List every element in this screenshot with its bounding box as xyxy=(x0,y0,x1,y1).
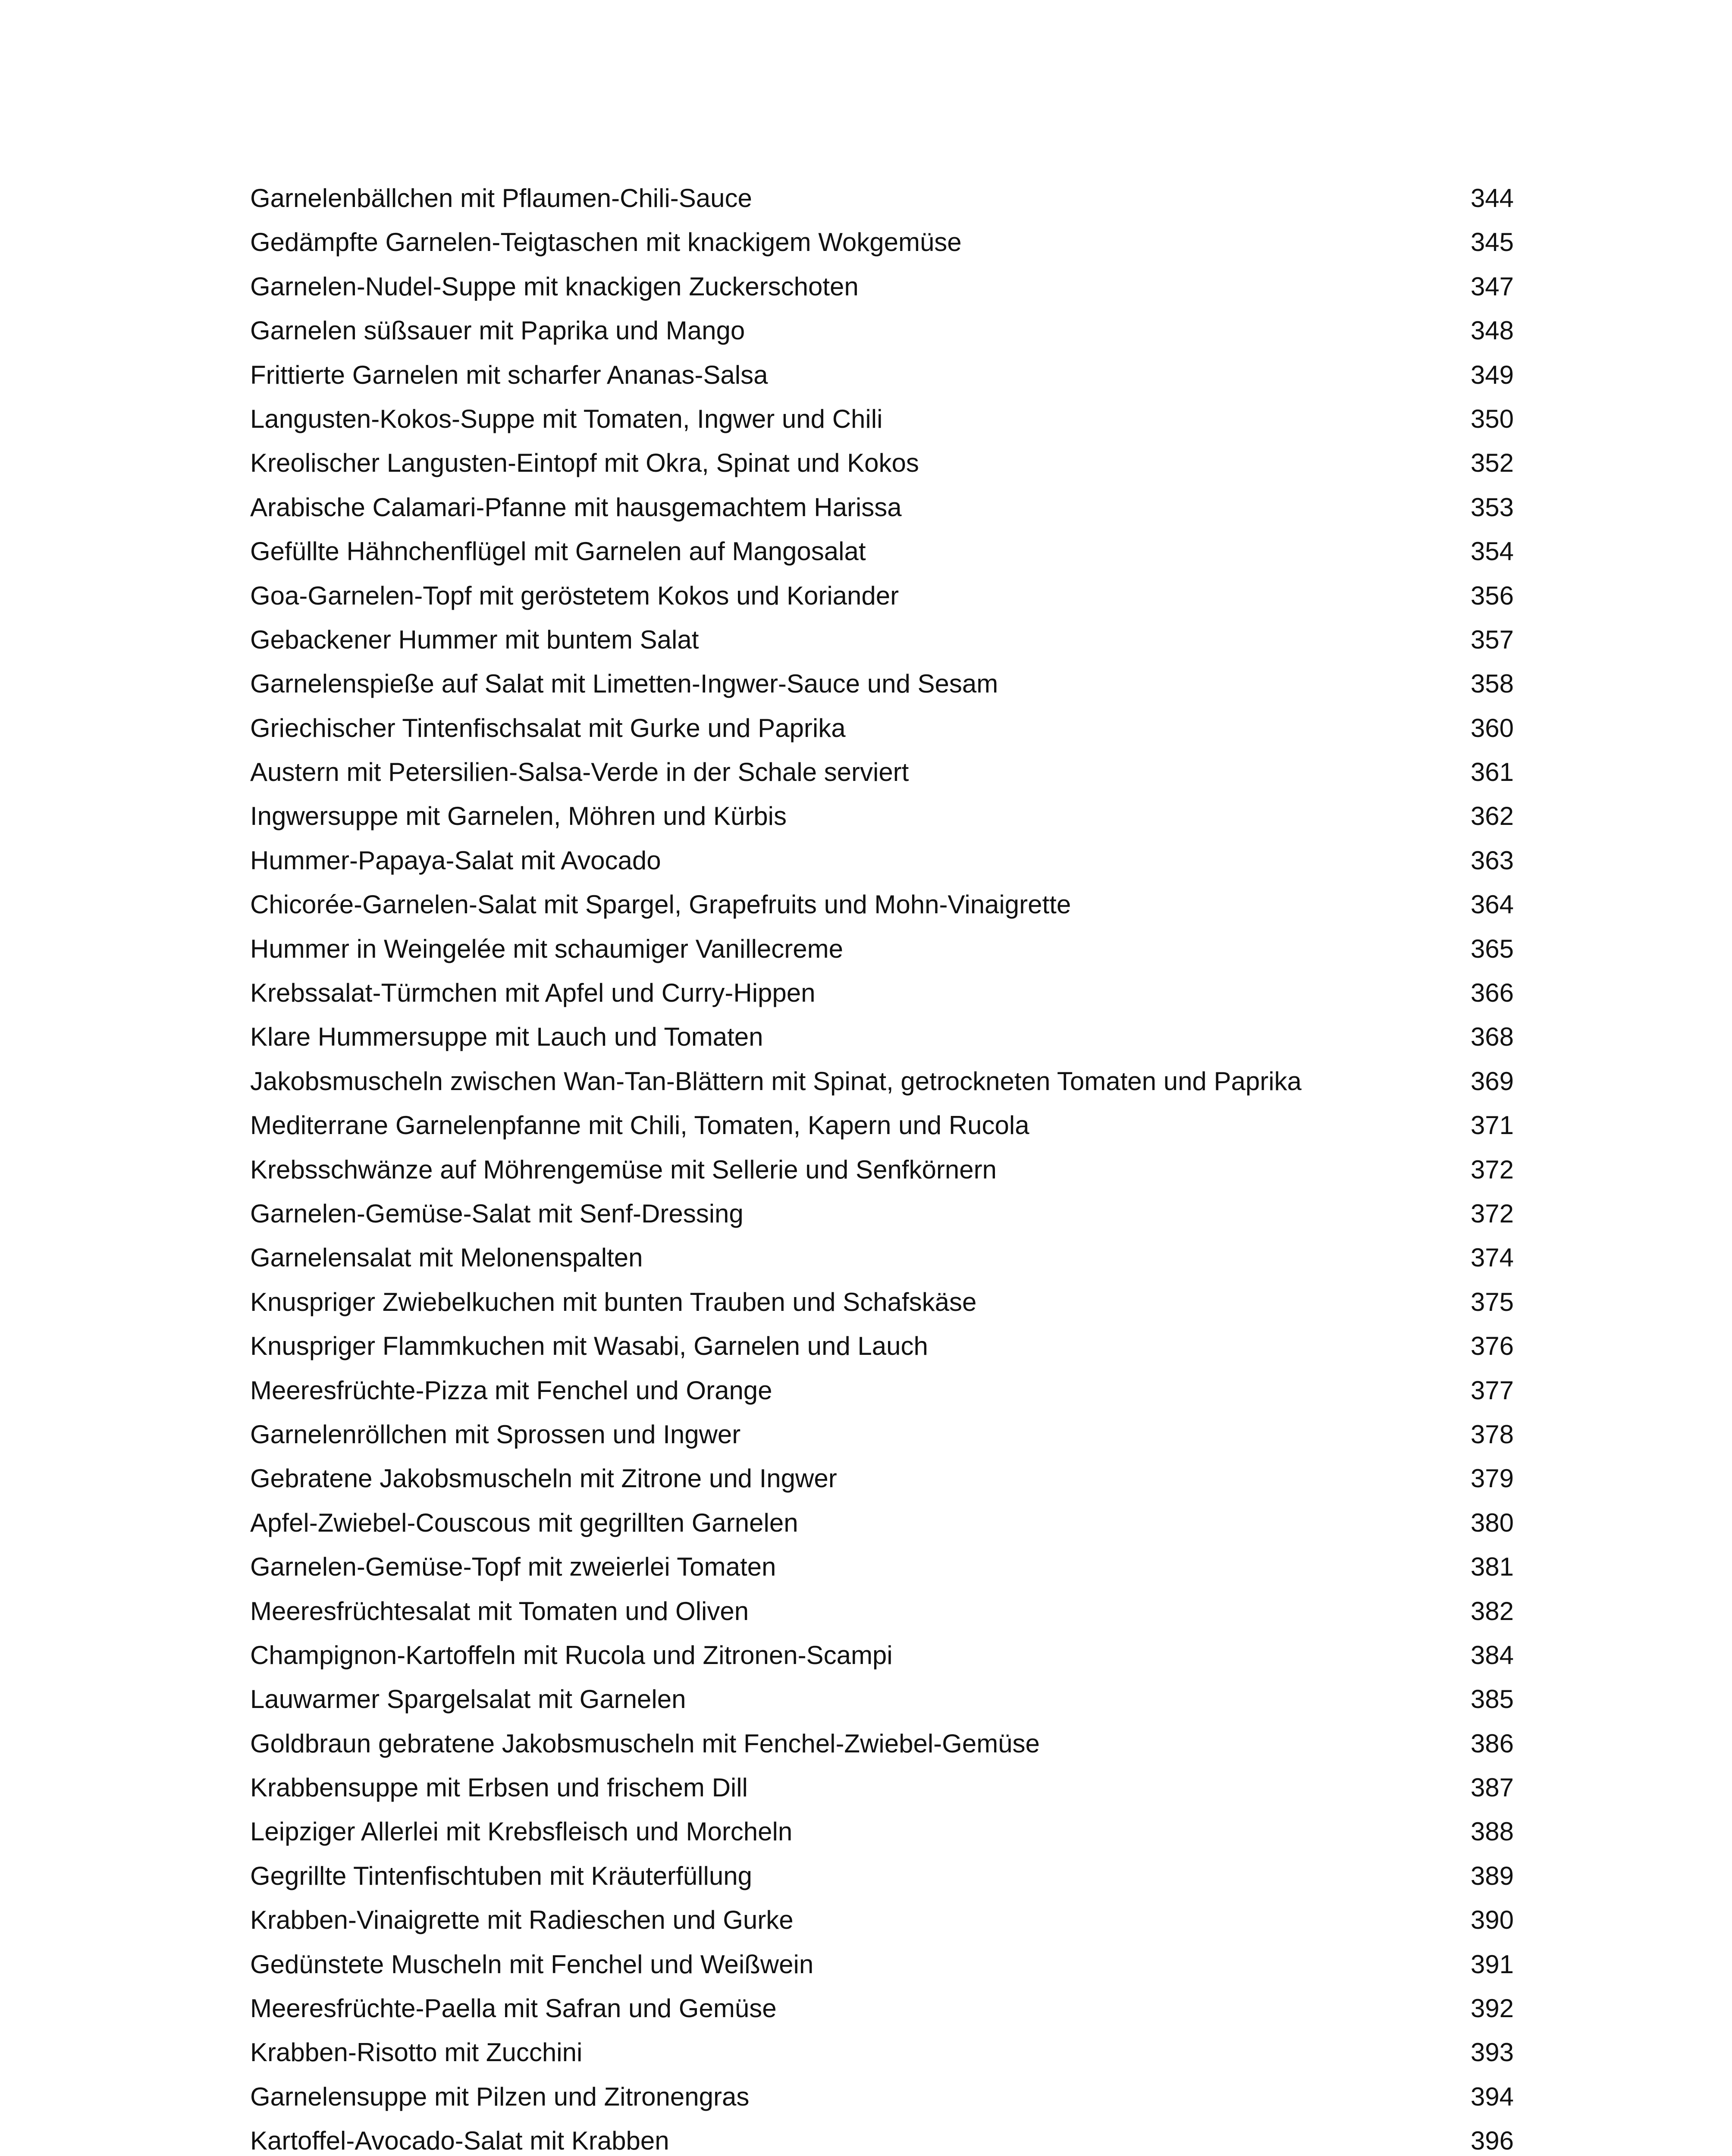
toc-entry-title: Knuspriger Flammkuchen mit Wasabi, Garnelen und Lauch xyxy=(250,1332,928,1361)
toc-entry[interactable] xyxy=(250,1677,1514,1721)
toc-entry-page: 376 xyxy=(1470,1332,1514,1361)
toc-entry-title: Ingwersuppe mit Garnelen, Möhren und Kürbis xyxy=(250,802,787,831)
toc-entry-title: Garnelen-Gemüse-Salat mit Senf-Dressing xyxy=(250,1199,744,1228)
toc-entry-title: Garnelen-Nudel-Suppe mit knackigen Zuckerschoten xyxy=(250,272,859,301)
toc-entry[interactable] xyxy=(250,1501,1514,1545)
toc-entry-page: 352 xyxy=(1470,448,1514,478)
toc-entry[interactable] xyxy=(250,2031,1514,2075)
toc-entry-title: Chicorée-Garnelen-Salat mit Spargel, Grapefruits und Mohn-Vinaigrette xyxy=(250,890,1071,919)
toc-entry[interactable] xyxy=(250,486,1514,530)
toc-entry-title: Jakobsmuscheln zwischen Wan-Tan-Blättern mit Spinat, getrockneten Tomaten und Paprika xyxy=(250,1066,1302,1096)
toc-entry[interactable] xyxy=(250,397,1514,441)
toc-entry-page: 382 xyxy=(1470,1596,1514,1626)
toc-entry-title: Gefüllte Hähnchenflügel mit Garnelen auf Mangosalat xyxy=(250,537,866,566)
toc-entry[interactable] xyxy=(250,618,1514,662)
toc-entry[interactable] xyxy=(250,530,1514,573)
toc-entry-title: Krebssalat-Türmchen mit Apfel und Curry-Hippen xyxy=(250,978,816,1008)
toc-entry-title: Garnelenbällchen mit Pflaumen-Chili-Sauce xyxy=(250,184,752,213)
toc-entry-page: 390 xyxy=(1470,1905,1514,1935)
toc-entry-title: Garnelenspieße auf Salat mit Limetten-Ingwer-Sauce und Sesam xyxy=(250,669,998,699)
toc-entry[interactable] xyxy=(250,309,1514,353)
toc-entry[interactable] xyxy=(250,1766,1514,1810)
toc-entry-title: Gegrillte Tintenfischtuben mit Kräuterfüllung xyxy=(250,1861,752,1890)
toc-entry-title: Knuspriger Zwiebelkuchen mit bunten Trauben und Schafskäse xyxy=(250,1287,977,1316)
toc-entry[interactable] xyxy=(250,1633,1514,1677)
toc-entry[interactable] xyxy=(250,220,1514,264)
toc-entry-title: Langusten-Kokos-Suppe mit Tomaten, Ingwer und Chili xyxy=(250,404,883,433)
toc-entry-page: 344 xyxy=(1470,184,1514,213)
toc-entry[interactable] xyxy=(250,1413,1514,1457)
toc-entry-page: 372 xyxy=(1470,1155,1514,1184)
toc-entry-page: 350 xyxy=(1470,404,1514,433)
toc-entry[interactable] xyxy=(250,1148,1514,1192)
toc-entry-title: Goldbraun gebratene Jakobsmuscheln mit Fenchel-Zwiebel-Gemüse xyxy=(250,1729,1040,1758)
toc-entry-page: 380 xyxy=(1470,1508,1514,1537)
toc-entry-page: 369 xyxy=(1470,1066,1514,1096)
toc-entry-page: 356 xyxy=(1470,581,1514,610)
toc-entry[interactable] xyxy=(250,1898,1514,1942)
toc-entry[interactable] xyxy=(250,1280,1514,1324)
toc-entry[interactable] xyxy=(250,971,1514,1015)
toc-entry-page: 388 xyxy=(1470,1817,1514,1846)
toc-entry[interactable] xyxy=(250,1015,1514,1059)
toc-entry-page: 377 xyxy=(1470,1376,1514,1405)
toc-entry[interactable] xyxy=(250,353,1514,397)
toc-entry-page: 374 xyxy=(1470,1243,1514,1272)
toc-entry[interactable] xyxy=(250,1545,1514,1589)
toc-entry-title: Frittierte Garnelen mit scharfer Ananas-Salsa xyxy=(250,360,768,389)
toc-entry-title: Gedämpfte Garnelen-Teigtaschen mit knackigem Wokgemüse xyxy=(250,228,962,257)
toc-entry-page: 379 xyxy=(1470,1464,1514,1493)
toc-entry-title: Griechischer Tintenfischsalat mit Gurke und Paprika xyxy=(250,713,846,743)
toc-entry-page: 394 xyxy=(1470,2082,1514,2111)
toc-entry[interactable] xyxy=(250,1589,1514,1633)
toc-entry-title: Arabische Calamari-Pfanne mit hausgemachtem Harissa xyxy=(250,492,902,522)
toc-entry[interactable] xyxy=(250,750,1514,794)
toc-entry-page: 357 xyxy=(1470,625,1514,654)
toc-entry-title: Lauwarmer Spargelsalat mit Garnelen xyxy=(250,1685,686,1714)
toc-entry-page: 371 xyxy=(1470,1111,1514,1140)
toc-entry-title: Garnelensuppe mit Pilzen und Zitronengras xyxy=(250,2082,750,2111)
toc-entry-page: 389 xyxy=(1470,1861,1514,1890)
toc-entry-title: Apfel-Zwiebel-Couscous mit gegrillten Garnelen xyxy=(250,1508,798,1537)
toc-entry-title: Mediterrane Garnelenpfanne mit Chili, Tomaten, Kapern und Rucola xyxy=(250,1111,1029,1140)
toc-entry-title: Krabben-Vinaigrette mit Radieschen und Gurke xyxy=(250,1905,794,1935)
toc-entry-title: Krabbensuppe mit Erbsen und frischem Dill xyxy=(250,1773,748,1802)
toc-entry[interactable] xyxy=(250,927,1514,971)
toc-entry-page: 381 xyxy=(1470,1552,1514,1582)
toc-entry-title: Klare Hummersuppe mit Lauch und Tomaten xyxy=(250,1022,763,1052)
toc-entry[interactable] xyxy=(250,2119,1514,2156)
toc-entry[interactable] xyxy=(250,1457,1514,1501)
toc-entry[interactable] xyxy=(250,2075,1514,2119)
toc-entry-title: Garnelensalat mit Melonenspalten xyxy=(250,1243,643,1272)
toc-entry-title: Gedünstete Muscheln mit Fenchel und Weißwein xyxy=(250,1949,814,1979)
toc-entry[interactable] xyxy=(250,1103,1514,1147)
toc-entry-title: Hummer-Papaya-Salat mit Avocado xyxy=(250,846,661,875)
toc-entry-page: 386 xyxy=(1470,1729,1514,1758)
toc-entry-title: Garnelenröllchen mit Sprossen und Ingwer xyxy=(250,1420,741,1449)
toc-entry[interactable] xyxy=(250,794,1514,838)
toc-entry[interactable] xyxy=(250,1987,1514,2031)
toc-entry-page: 354 xyxy=(1470,537,1514,566)
toc-entry[interactable] xyxy=(250,1059,1514,1103)
toc-entry-title: Garnelen-Gemüse-Topf mit zweierlei Tomaten xyxy=(250,1552,776,1582)
toc-entry-page: 366 xyxy=(1470,978,1514,1008)
toc-entry-page: 393 xyxy=(1470,2038,1514,2067)
toc-entry-title: Gebackener Hummer mit buntem Salat xyxy=(250,625,699,654)
toc-entry-page: 396 xyxy=(1470,2126,1514,2156)
toc-entry[interactable] xyxy=(250,574,1514,618)
toc-entry-page: 392 xyxy=(1470,1994,1514,2023)
toc-entry[interactable] xyxy=(250,1369,1514,1413)
toc-entry-title: Meeresfrüchte-Paella mit Safran und Gemüse xyxy=(250,1994,777,2023)
toc-entry-page: 385 xyxy=(1470,1685,1514,1714)
toc-entry[interactable] xyxy=(250,441,1514,485)
toc-entry[interactable] xyxy=(250,839,1514,883)
toc-entry[interactable] xyxy=(250,1722,1514,1766)
toc-entry-title: Champignon-Kartoffeln mit Rucola und Zitronen-Scampi xyxy=(250,1640,893,1670)
toc-entry-page: 358 xyxy=(1470,669,1514,699)
table-of-contents xyxy=(250,176,1514,2156)
toc-entry-page: 384 xyxy=(1470,1640,1514,1670)
toc-entry[interactable] xyxy=(250,706,1514,750)
toc-entry-page: 364 xyxy=(1470,890,1514,919)
toc-entry-title: Garnelen süßsauer mit Paprika und Mango xyxy=(250,316,745,345)
toc-entry[interactable] xyxy=(250,1810,1514,1854)
toc-entry-page: 368 xyxy=(1470,1022,1514,1052)
toc-entry-title: Krabben-Risotto mit Zucchini xyxy=(250,2038,583,2067)
toc-entry-page: 387 xyxy=(1470,1773,1514,1802)
toc-entry[interactable] xyxy=(250,1854,1514,1898)
toc-entry-page: 363 xyxy=(1470,846,1514,875)
toc-entry-page: 375 xyxy=(1470,1287,1514,1316)
toc-entry-page: 348 xyxy=(1470,316,1514,345)
toc-entry[interactable] xyxy=(250,1324,1514,1368)
toc-entry-title: Austern mit Petersilien-Salsa-Verde in der Schale serviert xyxy=(250,758,909,787)
toc-entry[interactable] xyxy=(250,1943,1514,1987)
toc-entry-title: Hummer in Weingelée mit schaumiger Vanillecreme xyxy=(250,934,843,963)
toc-entry-title: Leipziger Allerlei mit Krebsfleisch und Morcheln xyxy=(250,1817,793,1846)
toc-entry-title: Kartoffel-Avocado-Salat mit Krabben xyxy=(250,2126,669,2156)
toc-entry-page: 345 xyxy=(1470,228,1514,257)
toc-entry[interactable] xyxy=(250,176,1514,220)
toc-entry-title: Goa-Garnelen-Topf mit geröstetem Kokos und Koriander xyxy=(250,581,899,610)
toc-entry-page: 361 xyxy=(1470,758,1514,787)
toc-entry-page: 372 xyxy=(1470,1199,1514,1228)
toc-entry-page: 347 xyxy=(1470,272,1514,301)
toc-entry-title: Meeresfrüchte-Pizza mit Fenchel und Orange xyxy=(250,1376,772,1405)
toc-entry-page: 353 xyxy=(1470,492,1514,522)
toc-entry[interactable] xyxy=(250,265,1514,309)
toc-entry[interactable] xyxy=(250,1192,1514,1236)
toc-entry-title: Meeresfrüchtesalat mit Tomaten und Oliven xyxy=(250,1596,749,1626)
toc-entry[interactable] xyxy=(250,662,1514,706)
toc-entry-page: 349 xyxy=(1470,360,1514,389)
toc-entry[interactable] xyxy=(250,883,1514,927)
toc-entry-page: 391 xyxy=(1470,1949,1514,1979)
toc-entry-title: Krebsschwänze auf Möhrengemüse mit Sellerie und Senfkörnern xyxy=(250,1155,997,1184)
toc-entry-page: 365 xyxy=(1470,934,1514,963)
toc-entry-page: 360 xyxy=(1470,713,1514,743)
toc-entry-title: Gebratene Jakobsmuscheln mit Zitrone und Ingwer xyxy=(250,1464,837,1493)
toc-entry[interactable] xyxy=(250,1236,1514,1280)
toc-entry-page: 362 xyxy=(1470,802,1514,831)
toc-entry-title: Kreolischer Langusten-Eintopf mit Okra, Spinat und Kokos xyxy=(250,448,919,478)
toc-entry-page: 378 xyxy=(1470,1420,1514,1449)
